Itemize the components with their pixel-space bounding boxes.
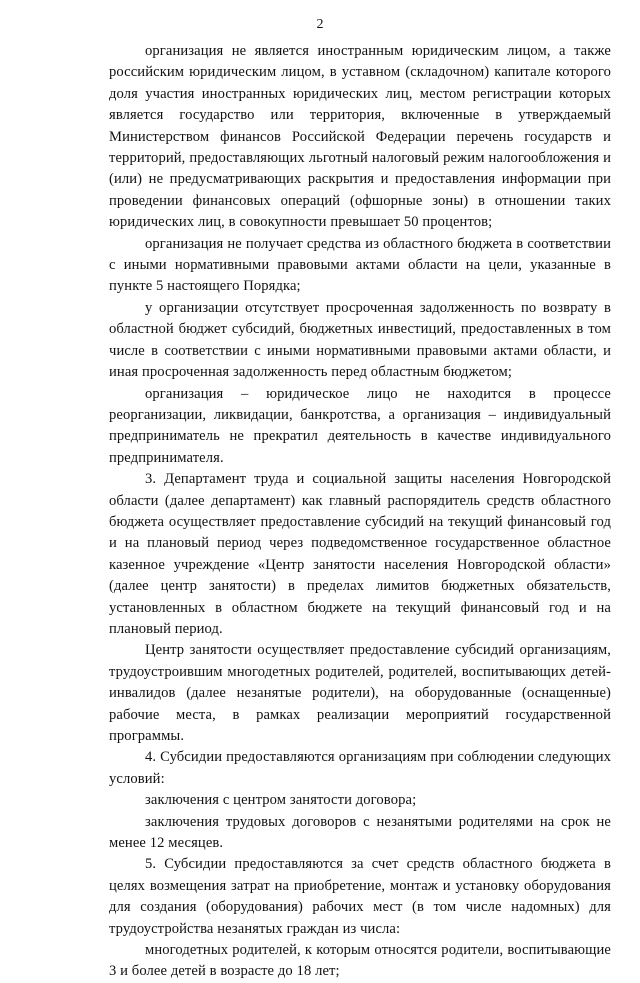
paragraph-section-4: 4. Субсидии предоставляются организациям при соблюдении следующих условий: xyxy=(109,749,611,787)
paragraph-no-other-funding: организация не получает средства из областного бюджета в соответствии с иными нормативными правовыми актами области на цели, указанные в пункте 5 настоящего Порядка; xyxy=(109,235,611,295)
document-body xyxy=(109,41,611,983)
paragraph-condition-labor-contract: заключения трудовых договоров с незанятыми родителями на срок не менее 12 месяцев. xyxy=(109,813,611,852)
paragraph-no-overdue-debt: у организации отсутствует просроченная задолженность по возврату в областной бюджет субсидий, бюджетных инвестиций, предоставленных в том числе в соответствии с иными нормативными правовыми актами области, и иная просроченная задолженность перед областным бюджетом; xyxy=(109,299,611,381)
paragraph-offshore-condition: организация не является иностранным юридическим лицом, а также российским юридическим лицом, в уставном (складочном) капитале которого доля участия иностранных юридических лиц, местом регистрации которых является государство или территория, включенные в утверждаемый Министерством финансов Российской Федерации перечень государств и территорий, предоставляющих льготный налоговый режим налогообложения и (или) не предусматривающих раскрытия и предоставления информации при проведении финансовых операций (офшорные зоны) в отношении таких юридических лиц, в совокупности превышает 50 процентов; xyxy=(109,43,611,231)
paragraph-section-3: 3. Департамент труда и социальной защиты населения Новгородской области (далее департамент) как главный распорядитель средств областного бюджета осуществляет предоставление субсидий на текущий финансовый год и на плановый период через подведомственное государственное областное казенное учреждение «Центр занятости населения Новгородской области» (далее центр занятости) в пределах лимитов бюджетных обязательств, установленных в областном бюджете на текущий финансовый год и на плановый период. xyxy=(109,471,611,637)
paragraph-condition-contract: заключения с центром занятости договора; xyxy=(145,792,417,809)
paragraph-employment-center: Центр занятости осуществляет предоставление субсидий организациям, трудоустроившим многодетных родителей, родителей, воспитывающих детей-инвалидов (далее незанятые родители), на оборудованные (оснащенные) рабочие места, в рамках реализации мероприятий государственной программы. xyxy=(109,642,611,744)
paragraph-no-reorganization: организация – юридическое лицо не находится в процессе реорганизации, ликвидации, банкротства, а организация – индивидуальный предприниматель не прекратил деятельность в качестве индивидуального предпринимателя. xyxy=(109,385,611,466)
paragraph-section-5: 5. Субсидии предоставляются за счет средств областного бюджета в целях возмещения затрат на приобретение, монтаж и установку оборудования для создания (оборудования) рабочих мест (в том числе надомных) для трудоустройства незанятых граждан из числа: xyxy=(109,856,611,937)
paragraph-large-families: многодетных родителей, к которым относятся родители, воспитывающие 3 и более детей в возрасте до 18 лет; xyxy=(109,942,611,980)
page-number: 2 xyxy=(316,17,324,32)
